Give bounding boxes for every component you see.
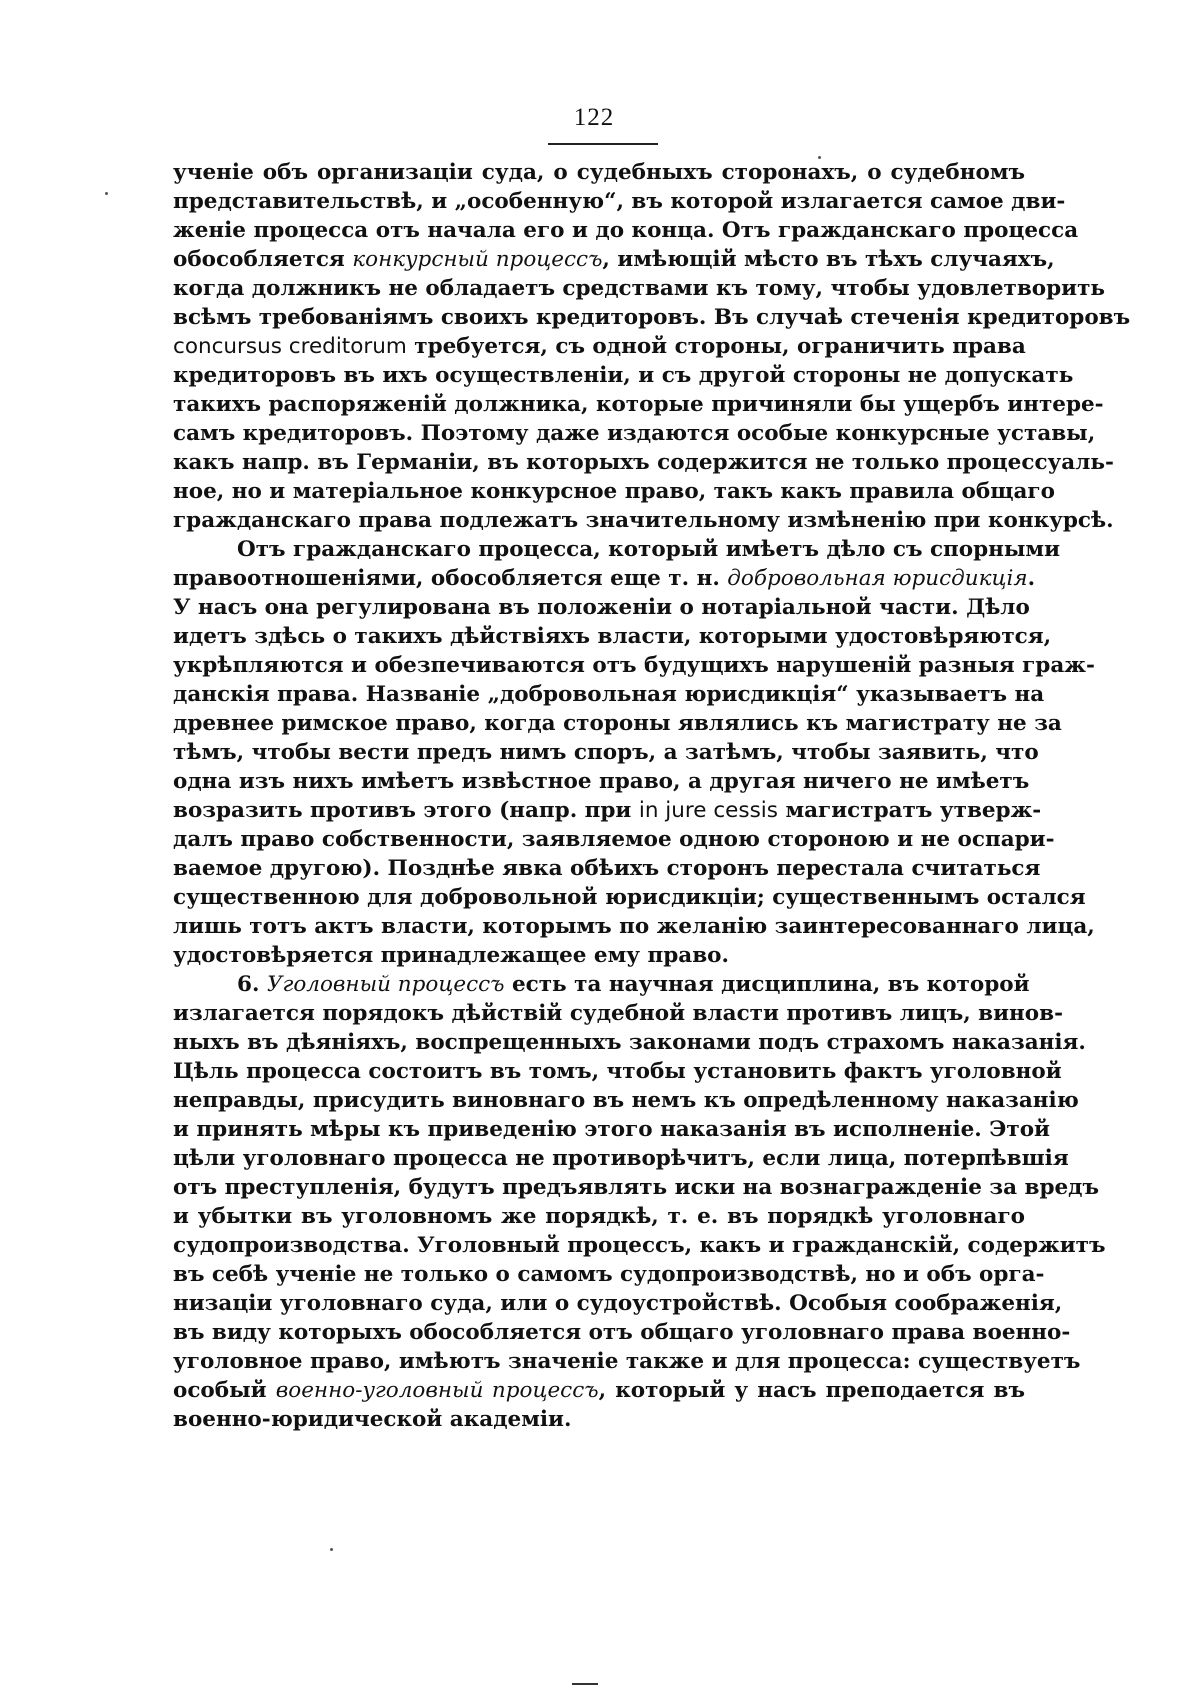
text-line: такихъ распоряженій должника, которые причиняли бы ущербъ интере- bbox=[173, 392, 1104, 417]
text-line: всѣмъ требованіямъ своихъ кредиторовъ. Въ случаѣ стеченія кредиторовъ bbox=[173, 305, 1131, 330]
text-line: удостовѣряется принадлежащее ему право. bbox=[173, 943, 729, 968]
italic-term: добровольная юрисдикція bbox=[727, 566, 1028, 591]
text-line: ныхъ въ дѣяніяхъ, воспрещенныхъ законами подъ страхомъ наказанія. bbox=[173, 1030, 1086, 1055]
text-line: гражданскаго права подлежатъ значительному измѣненію при конкурсѣ. bbox=[173, 508, 1114, 533]
text-line: уголовное право, имѣютъ значеніе также и для процесса: существуетъ bbox=[173, 1349, 1081, 1374]
text-line: военно-юридической академіи. bbox=[173, 1407, 572, 1432]
page-number: 122 bbox=[573, 104, 615, 131]
text-line: далъ право собственности, заявляемое одною стороною и не оспари- bbox=[173, 827, 1055, 852]
text-line: судопроизводства. Уголовный процессъ, какъ и гражданскій, содержитъ bbox=[173, 1233, 1106, 1258]
text-line: неправды, присудить виновнаго въ немъ къ опредѣленному наказанію bbox=[173, 1088, 1079, 1113]
text-line: тѣмъ, чтобы вести предъ нимъ споръ, а затѣмъ, чтобы заявить, что bbox=[173, 740, 1039, 765]
bottom-mark bbox=[572, 1683, 598, 1685]
text-line: древнее римское право, когда стороны являлись къ магистрату не за bbox=[173, 711, 1062, 736]
text-line: излагается порядокъ дѣйствій судебной власти противъ лицъ, винов- bbox=[173, 1001, 1063, 1026]
text-line: правоотношеніями, обособляется еще т. н. добровольная юрисдикція. bbox=[173, 566, 1036, 591]
text-line: въ себѣ ученіе не только о самомъ судопроизводствѣ, но и объ орга- bbox=[173, 1262, 1045, 1287]
text-line: цѣли уголовнаго процесса не противорѣчитъ, если лица, потерпѣвшія bbox=[173, 1146, 1069, 1171]
text-line: представительствѣ, и „особенную“, въ которой излагается самое дви- bbox=[173, 189, 1066, 214]
text-line: и убытки въ уголовномъ же порядкѣ, т. е. въ порядкѣ уголовнаго bbox=[173, 1204, 1025, 1229]
text-line: ваемое другою). Позднѣе явка обѣихъ сторонъ перестала считаться bbox=[173, 856, 1041, 881]
text-line: ученіе объ организаціи суда, о судебныхъ сторонахъ, о судебномъ bbox=[173, 160, 1025, 185]
text-line: Цѣль процесса состоитъ въ томъ, чтобы установить фактъ уголовной bbox=[173, 1059, 1062, 1084]
text-line: въ виду которыхъ обособляется отъ общаго уголовнаго права военно- bbox=[173, 1320, 1071, 1345]
text-line: существенною для добровольной юрисдикціи; существеннымъ остался bbox=[173, 885, 1086, 910]
text-line: укрѣпляются и обезпечиваются отъ будущихъ нарушеній разныя граж- bbox=[173, 653, 1095, 678]
text-line: ное, но и матеріальное конкурсное право, такъ какъ правила общаго bbox=[173, 479, 1055, 504]
text-line: обособляется конкурсный процессъ, имѣющій мѣсто въ тѣхъ случаяхъ, bbox=[173, 247, 1055, 272]
text-line: лишь тотъ актъ власти, которымъ по желанію заинтересованнаго лица, bbox=[173, 914, 1095, 939]
latin-term: in jure cessis bbox=[638, 798, 778, 823]
text-line: отъ преступленія, будутъ предъявлять иски на вознагражденіе за вредъ bbox=[173, 1175, 1099, 1200]
text-line: и принять мѣры къ приведенію этого наказанія въ исполненіе. Этой bbox=[173, 1117, 1050, 1142]
latin-term: concursus creditorum bbox=[173, 334, 407, 359]
text-line: кредиторовъ въ ихъ осуществленіи, и съ другой стороны не допускать bbox=[173, 363, 1074, 388]
text-line: возразить противъ этого (напр. при in jure cessis магистратъ утверж- bbox=[173, 798, 1042, 823]
scan-speck bbox=[818, 156, 821, 159]
body-text bbox=[173, 158, 1131, 1434]
text-line: Отъ гражданскаго процесса, который имѣетъ дѣло съ спорными bbox=[237, 537, 1061, 562]
italic-term: военно-уголовный процессъ bbox=[275, 1378, 599, 1403]
text-line: идетъ здѣсь о такихъ дѣйствіяхъ власти, которыми удостовѣряются, bbox=[173, 624, 1052, 649]
text-line: когда должникъ не обладаетъ средствами къ тому, чтобы удовлетворить bbox=[173, 276, 1106, 301]
text-line: низаціи уголовнаго суда, или о судоустройствѣ. Особыя соображенія, bbox=[173, 1291, 1063, 1316]
scan-speck bbox=[105, 192, 108, 195]
text-line: особый военно-уголовный процессъ, который у насъ преподается въ bbox=[173, 1378, 1025, 1403]
scan-speck bbox=[330, 1548, 333, 1551]
text-line: самъ кредиторовъ. Поэтому даже издаются особые конкурсные уставы, bbox=[173, 421, 1096, 446]
text-line: 6. Уголовный процессъ есть та научная дисциплина, въ которой bbox=[237, 972, 1030, 997]
text-line: concursus creditorum требуется, съ одной стороны, ограничить права bbox=[173, 334, 1026, 359]
italic-term: Уголовный процессъ bbox=[266, 972, 505, 997]
text-line: данскія права. Названіе „добровольная юрисдикція“ указываетъ на bbox=[173, 682, 1045, 707]
text-line: какъ напр. въ Германіи, въ которыхъ содержится не только процессуаль- bbox=[173, 450, 1114, 475]
text-line: одна изъ нихъ имѣетъ извѣстное право, а другая ничего не имѣетъ bbox=[173, 769, 1030, 794]
page-number-rule bbox=[548, 143, 658, 145]
italic-term: конкурсный процессъ bbox=[352, 247, 603, 272]
text-line: У насъ она регулирована въ положеніи о нотаріальной части. Дѣло bbox=[173, 595, 1030, 620]
text-line: женіе процесса отъ начала его и до конца. Отъ гражданскаго процесса bbox=[173, 218, 1079, 243]
